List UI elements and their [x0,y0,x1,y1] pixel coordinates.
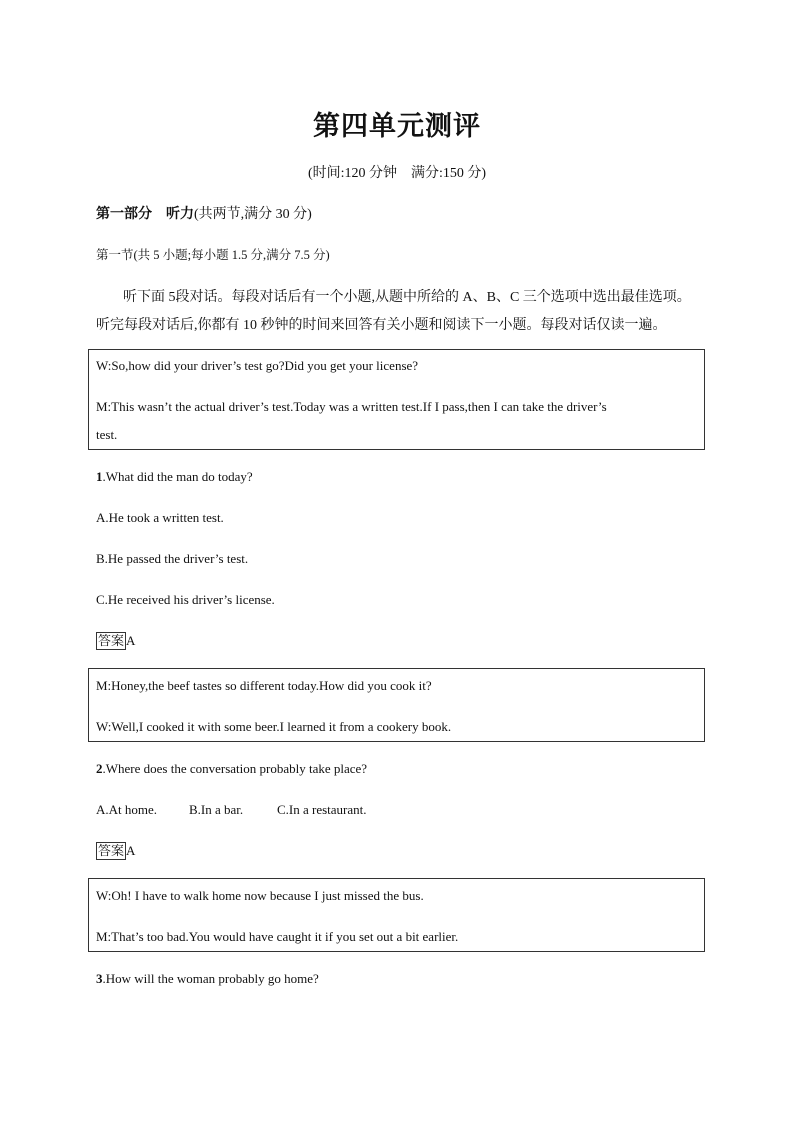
question-text: .Where does the conversation probably take place? [102,761,368,776]
dialogue-box-3 [88,878,705,952]
question-1-option-b: B.He passed the driver’s test. [96,551,249,566]
answer-value: A [126,633,136,648]
question-2 [96,761,367,777]
question-2-answer [96,842,135,860]
question-number: 3 [96,971,103,986]
question-1-option-a: A.He took a written test. [96,510,224,525]
dialogue-line: M:That’s too bad.You would have caught it if you set out a bit earlier. [96,929,459,944]
dialogue-box-2 [88,668,705,742]
question-text: .What did the man do today? [102,469,253,484]
dialogue-line: W:So,how did your driver’s test go?Did you get your license? [96,358,419,373]
instructions-line-1: 听下面 5段对话。每段对话后有一个小题,从题中所给的 A、B、C 三个选项中选出最佳选项。 [123,290,691,305]
part-heading [96,203,312,223]
part-heading-note: (共两节,满分 30 分) [194,207,312,222]
dialogue-line: W:Oh! I have to walk home now because I just missed the bus. [96,888,424,903]
question-1-option-c: C.He received his driver’s license. [96,592,275,607]
instructions-line-2: 听完每段对话后,你都有 10 秒钟的时间来回答有关小题和阅读下一小题。每段对话仅读一遍。 [96,318,667,333]
page-subtitle: (时间:120 分钟 满分:150 分) [307,166,487,181]
dialogue-line: test. [96,427,118,442]
part-heading-title: 第一部分 听力 [96,207,194,222]
question-2-option-a: A.At home. [96,802,158,817]
dialogue-line: M:Honey,the beef tastes so different today.How did you cook it? [96,678,432,693]
question-1 [96,469,253,485]
dialogue-line: M:This wasn’t the actual driver’s test.Today was a written test.If I pass,then I can take the driver’s [96,399,607,414]
section-heading: 第一节(共 5 小题;每小题 1.5 分,满分 7.5 分) [96,248,330,262]
question-2-option-b: B.In a bar. [189,802,244,817]
question-1-answer [96,632,135,650]
question-text: .How will the woman probably go home? [102,971,319,986]
question-number: 2 [96,761,103,776]
dialogue-box-1 [88,349,705,450]
question-3 [96,971,319,987]
question-2-option-c: C.In a restaurant. [277,802,367,817]
answer-value: A [126,843,136,858]
page-title: 第四单元测评 [313,111,481,141]
dialogue-line: W:Well,I cooked it with some beer.I learned it from a cookery book. [96,719,452,734]
question-number: 1 [96,469,103,484]
answer-label: 答案 [98,843,125,858]
answer-label: 答案 [98,633,125,648]
